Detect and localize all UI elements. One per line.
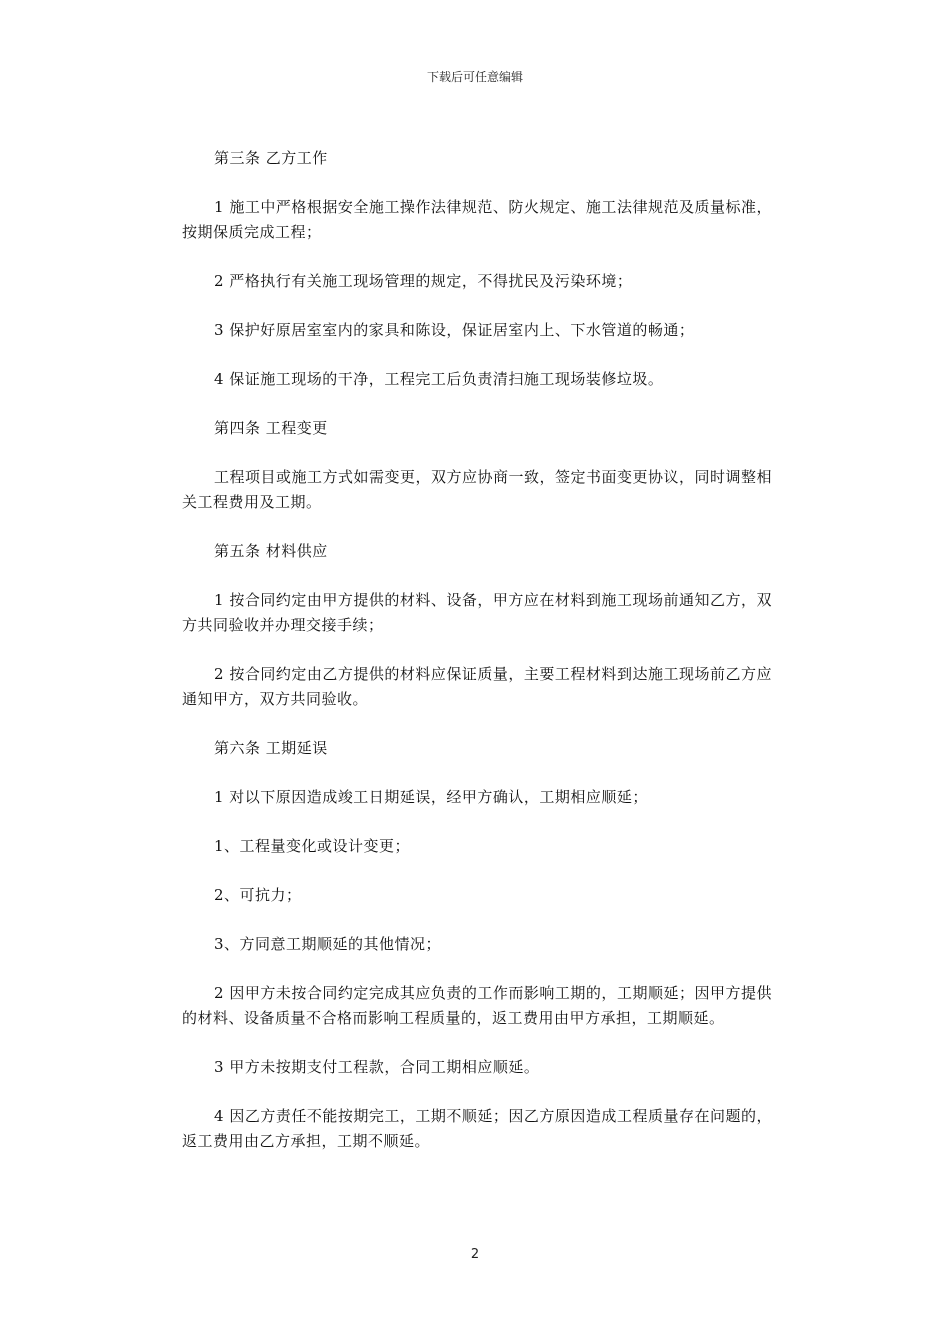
paragraph: 4 因乙方责任不能按期完工，工期不顺延；因乙方原因造成工程质量存在问题的，返工费用由乙方承担，工期不顺延。 bbox=[182, 1107, 772, 1150]
paragraph: 2 按合同约定由乙方提供的材料应保证质量，主要工程材料到达施工现场前乙方应通知甲方，双方共同验收。 bbox=[182, 665, 772, 708]
list-item: 3、方同意工期顺延的其他情况； bbox=[214, 935, 442, 953]
page-number: 2 bbox=[470, 1247, 480, 1262]
section-heading-6: 第六条 工期延误 bbox=[214, 739, 328, 757]
section-heading-4: 第四条 工程变更 bbox=[214, 419, 328, 437]
list-item: 1、工程量变化或设计变更； bbox=[214, 837, 411, 855]
document-body bbox=[182, 146, 772, 1178]
paragraph: 3 甲方未按期支付工程款，合同工期相应顺延。 bbox=[214, 1058, 540, 1076]
paragraph: 3 保护好原居室室内的家具和陈设，保证居室内上、下水管道的畅通； bbox=[214, 321, 695, 339]
paragraph: 4 保证施工现场的干净，工程完工后负责清扫施工现场装修垃圾。 bbox=[214, 370, 664, 388]
paragraph: 1 对以下原因造成竣工日期延误，经甲方确认，工期相应顺延； bbox=[214, 788, 648, 806]
section-heading-5: 第五条 材料供应 bbox=[214, 542, 328, 560]
section-heading-3: 第三条 乙方工作 bbox=[214, 149, 328, 167]
paragraph: 1 按合同约定由甲方提供的材料、设备，甲方应在材料到施工现场前通知乙方，双方共同验收并办理交接手续； bbox=[182, 591, 772, 634]
list-item: 2、可抗力； bbox=[214, 886, 302, 904]
paragraph: 1 施工中严格根据安全施工操作法律规范、防火规定、施工法律规范及质量标准，按期保质完成工程； bbox=[182, 198, 772, 241]
page-header-note: 下载后可任意编辑 bbox=[426, 70, 523, 84]
paragraph: 2 严格执行有关施工现场管理的规定，不得扰民及污染环境； bbox=[214, 272, 633, 290]
paragraph: 工程项目或施工方式如需变更，双方应协商一致，签定书面变更协议，同时调整相关工程费用及工期。 bbox=[182, 468, 773, 511]
paragraph: 2 因甲方未按合同约定完成其应负责的工作而影响工期的，工期顺延；因甲方提供的材料、设备质量不合格而影响工程质量的，返工费用由甲方承担，工期顺延。 bbox=[182, 984, 772, 1027]
